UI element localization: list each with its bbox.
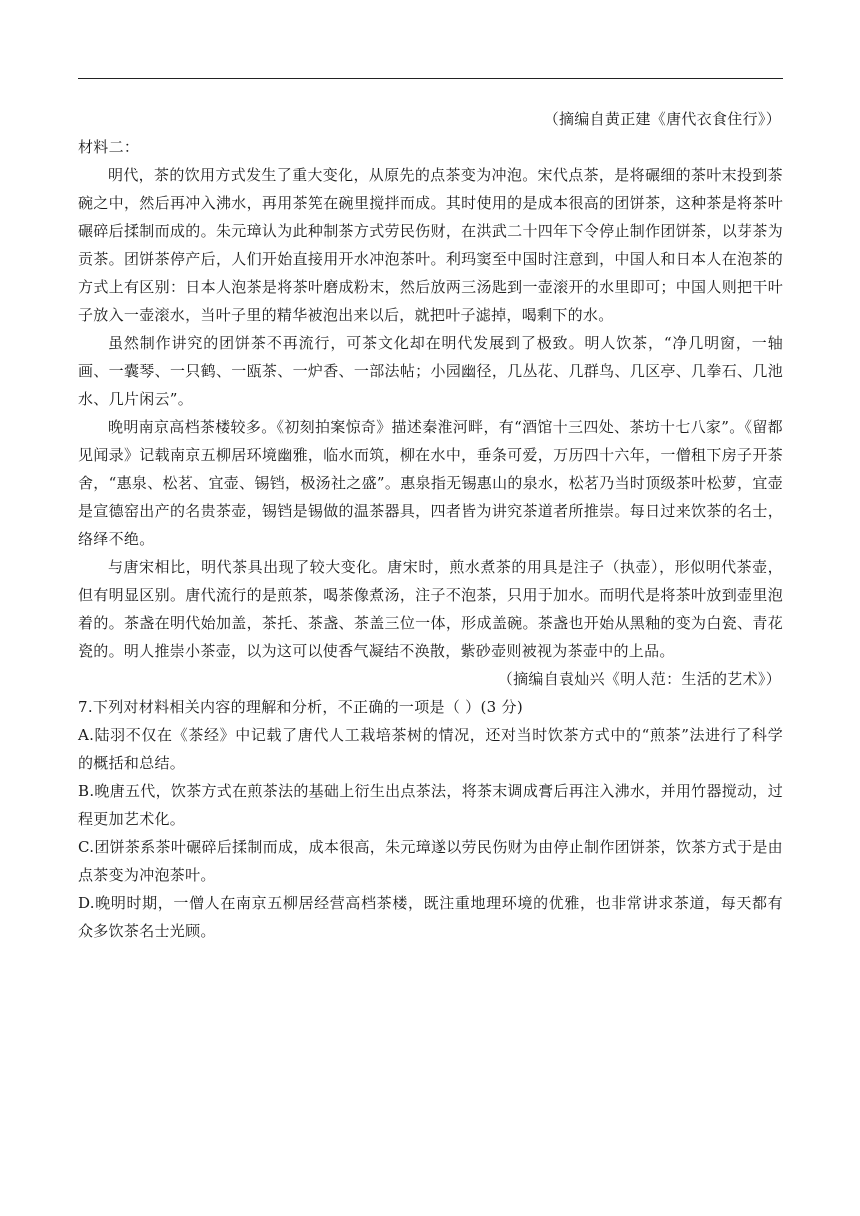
paragraph-3: 晚明南京高档茶楼较多。《初刻拍案惊奇》描述秦淮河畔，有“酒馆十三四处、茶坊十七八家”。《留都见闻录》记载南京五柳居环境幽雅，临水而筑，柳在水中，垂条可爱，万历四十六年，一僧租下房子开茶舍，“惠泉、松茗、宜壶、锡铛，极汤社之盛”。惠泉指无锡惠山的泉水，松茗乃当时顶级茶叶松萝，宜壶是宣德窑出产的名贵茶壶，锡铛是锡做的温茶器具，四者皆为讲究茶道者所推崇。每日过来饮茶的名士，络绎不绝。 [78,418,783,548]
top-rule [78,78,783,79]
material-label: 材料二： [78,138,140,156]
document-body [78,105,783,945]
source-citation-2: （摘编自袁灿兴《明人范：生活的艺术》） [497,670,781,688]
paragraph-2: 虽然制作讲究的团饼茶不再流行，可茶文化却在明代发展到了极致。明人饮茶，“净几明窗，一轴画、一囊琴、一只鹤、一瓯茶、一炉香、一部法帖；小园幽径，几丛花、几群鸟、几区亭、几拳石、几池水、几片闲云”。 [78,334,783,408]
option-a: A.陆羽不仅在《茶经》中记载了唐代人工栽培茶树的情况，还对当时饮茶方式中的“煎茶”法进行了科学的概括和总结。 [78,726,783,772]
source-citation-1: （摘编自黄正建《唐代衣食住行》） [543,110,781,128]
paragraph-4: 与唐宋相比，明代茶具出现了较大变化。唐宋时，煎水煮茶的用具是注子（执壶），形似明代茶壶，但有明显区别。唐代流行的是煎茶，喝茶像煮汤，注子不泡茶，只用于加水。而明代是将茶叶放到壶里泡着的。茶盏在明代始加盖，茶托、茶盏、茶盖三位一体，形成盖碗。茶盏也开始从黑釉的变为白瓷、青花瓷的。明人推崇小茶壶，以为这可以使香气凝结不涣散，紫砂壶则被视为茶壶中的上品。 [78,558,783,660]
paragraph-1: 明代，茶的饮用方式发生了重大变化，从原先的点茶变为冲泡。宋代点茶，是将碾细的茶叶末投到茶碗之中，然后再冲入沸水，再用茶筅在碗里搅拌而成。其时使用的是成本很高的团饼茶，这种茶是将茶叶碾碎后揉制而成的。朱元璋认为此种制茶方式劳民伤财，在洪武二十四年下令停止制作团饼茶，以芽茶为贡茶。团饼茶停产后，人们开始直接用开水冲泡茶叶。利玛窦至中国时注意到，中国人和日本人在泡茶的方式上有区别：日本人泡茶是将茶叶磨成粉末，然后放两三汤匙到一壶滚开的水里即可；中国人则把干叶子放入一壶滚水，当叶子里的精华被泡出来以后，就把叶子滤掉，喝剩下的水。 [78,166,783,324]
option-c: C.团饼茶系茶叶碾碎后揉制而成，成本很高，朱元璋遂以劳民伤财为由停止制作团饼茶，饮茶方式于是由点茶变为冲泡茶叶。 [78,838,783,884]
question-title: 7.下列对材料相关内容的理解和分析，不正确的一项是（ ）(3 分) [78,698,523,716]
option-d: D.晚明时期，一僧人在南京五柳居经营高档茶楼，既注重地理环境的优雅，也非常讲求茶道，每天都有众多饮茶名士光顾。 [78,894,783,940]
option-b: B.晚唐五代，饮茶方式在煎茶法的基础上衍生出点茶法，将茶末调成膏后再注入沸水，并用竹器搅动，过程更加艺术化。 [78,782,783,828]
